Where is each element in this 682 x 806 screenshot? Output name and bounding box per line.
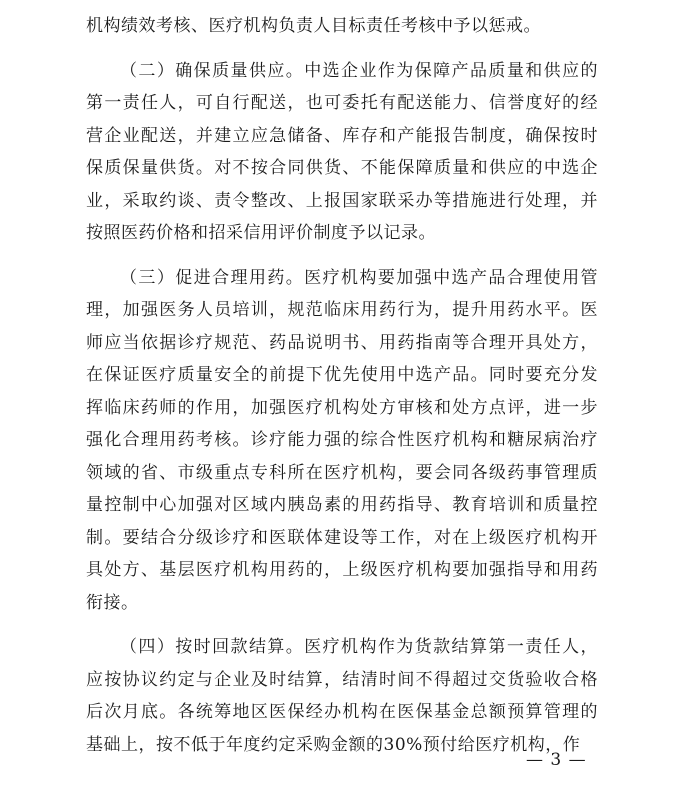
text-line: 应按协议约定与企业及时结算，结清时间不得超过交货验收合格 <box>86 669 598 690</box>
paragraph <box>86 10 598 43</box>
text-line: 营企业配送，并建立应急储备、库存和产能报告制度，确保按时 <box>86 125 598 146</box>
text-line: 在保证医疗质量安全的前提下优先使用中选产品。同时要充分发 <box>86 365 598 385</box>
text-line: 保质保量供货。对不按合同供货、不能保障质量和供应的中选企 <box>86 158 598 178</box>
text-line: 具处方、基层医疗机构用药的，上级医疗机构要加强指导和用药 <box>86 560 598 580</box>
text-line: 后次月底。各统筹地区医保经办机构在医保基金总额预算管理的 <box>86 702 598 722</box>
document-body <box>86 10 598 761</box>
text-line: 师应当依据诊疗规范、药品说明书、用药指南等合理开具处方， <box>86 332 598 353</box>
text-line: 第一责任人，可自行配送，也可委托有配送能力、信誉度好的经 <box>86 93 598 113</box>
paragraph <box>86 262 598 620</box>
text-line: 强化合理用药考核。诊疗能力强的综合性医疗机构和糖尿病治疗 <box>86 430 598 450</box>
text-line: 按照医药价格和招采信用评价制度予以记录。 <box>86 223 436 243</box>
text-line: 量控制中心加强对区域内胰岛素的用药指导、教育培训和质量控 <box>86 495 598 515</box>
text-line: （三）促进合理用药。医疗机构要加强中选产品合理使用管 <box>120 267 598 288</box>
text-line: 基础上，按不低于年度约定采购金额的30%预付给医疗机构，作 <box>86 734 581 755</box>
paragraph <box>86 55 598 250</box>
text-line: （四）按时回款结算。医疗机构作为货款结算第一责任人， <box>120 637 598 657</box>
text-line: 衔接。 <box>86 592 139 613</box>
text-line: 挥临床药师的作用，加强医疗机构处方审核和处方点评，进一步 <box>86 397 598 418</box>
text-line: 机构绩效考核、医疗机构负责人目标责任考核中予以惩戒。 <box>86 16 541 36</box>
text-line: 领域的省、市级重点专科所在医疗机构，要会同各级药事管理质 <box>86 462 598 483</box>
page-number: — 3 — <box>526 750 587 770</box>
text-line: 理，加强医务人员培训，规范临床用药行为，提升用药水平。医 <box>86 300 598 320</box>
text-line: 制。要结合分级诊疗和医联体建设等工作，对在上级医疗机构开 <box>86 527 598 548</box>
text-line: 业，采取约谈、责令整改、上报国家联采办等措施进行处理，并 <box>86 190 598 211</box>
paragraph <box>86 631 598 761</box>
text-line: （二）确保质量供应。中选企业作为保障产品质量和供应的 <box>120 60 598 81</box>
